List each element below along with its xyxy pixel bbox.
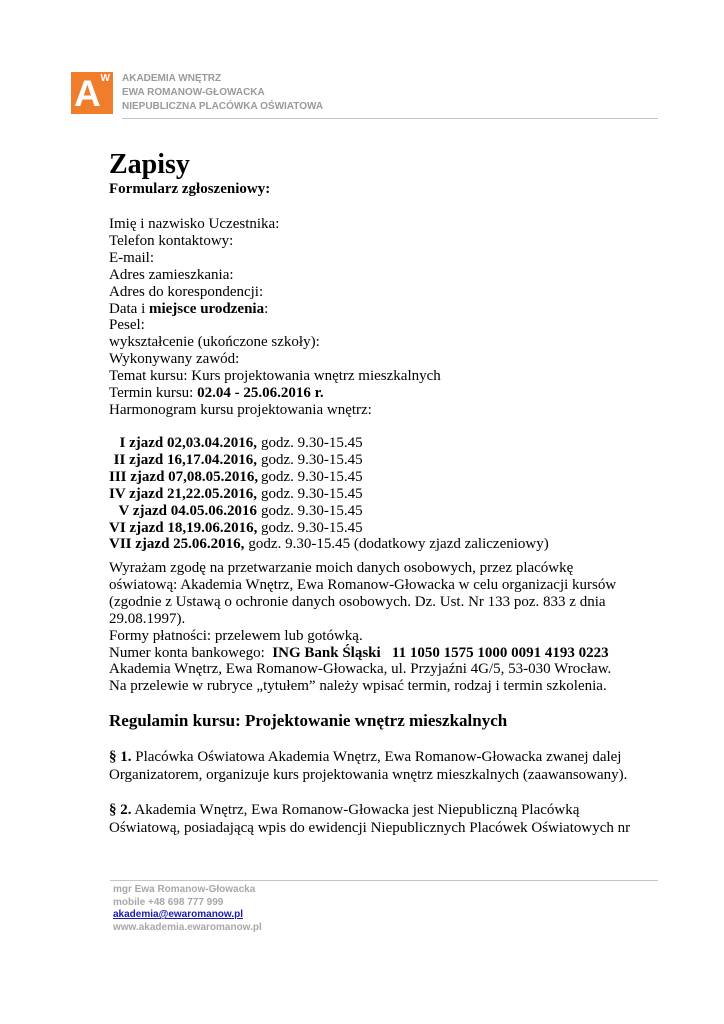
- field-email: E-mail:: [109, 249, 154, 266]
- org-line-2: EWA ROMANOW-GŁOWACKA: [122, 87, 265, 98]
- schedule-zjazd: VI zjazd 18,19.06.2016,: [109, 519, 258, 536]
- org-line-3: NIEPUBLICZNA PLACÓWKA OŚWIATOWA: [122, 101, 324, 112]
- transfer-note: Na przelewie w rubryce „tytułem” należy wpisać termin, rodzaj i termin szkolenia.: [109, 678, 607, 695]
- term-value: 02.04 - 25.06.2016 r.: [197, 385, 324, 402]
- birth-label-a: Data i: [109, 300, 149, 317]
- field-profession: Wykonywany zawód:: [109, 351, 240, 368]
- footer-contact: [113, 884, 262, 934]
- logo-letter: A: [74, 73, 101, 114]
- schedule-row: [109, 435, 629, 452]
- course-topic: Temat kursu: Kurs projektowania wnętrz mieszkalnych: [109, 368, 441, 385]
- schedule-time: godz. 9.30-15.45: [261, 502, 363, 519]
- consent-line-3: (zgodnie z Ustawą o ochronie danych osobowych. Dz. Ust. Nr 133 poz. 833 z dnia: [109, 593, 606, 610]
- schedule-zjazd: III zjazd 07,08.05.2016,: [109, 468, 259, 485]
- schedule-row: [109, 469, 629, 486]
- company-logo: [71, 72, 113, 114]
- p1-line-2: Organizatorem, organizuje kurs projektowania wnętrz mieszkalnych (zaawansowany).: [109, 767, 628, 783]
- schedule-zjazd: I zjazd 02,03.04.2016,: [119, 435, 257, 451]
- schedule-zjazd: II zjazd 16,17.04.2016,: [113, 451, 257, 468]
- consent-line-2: oświatową: Akademia Wnętrz, Ewa Romanow-Głowacka w celu organizacji kursów: [109, 576, 617, 593]
- regulation-paragraph-1: [109, 748, 629, 784]
- schedule-zjazd: V zjazd 04.05.06.2016: [118, 502, 257, 519]
- consent-line-4: 29.08.1997).: [109, 610, 186, 627]
- p2-text-1: Akademia Wnętrz, Ewa Romanow-Głowacka jest Niepubliczną Placówką: [131, 802, 580, 818]
- schedule-zjazd: VII zjazd 25.06.2016,: [109, 536, 245, 553]
- p2-line-2: Oświatową, posiadającą wpis do ewidencji Niepublicznych Placówek Oświatowych nr: [109, 820, 631, 836]
- schedule-row: [109, 452, 629, 469]
- schedule-time: godz. 9.30-15.45 (dodatkowy zjazd zaliczeniowy): [248, 536, 549, 553]
- field-phone: Telefon kontaktowy:: [109, 232, 234, 249]
- schedule-time: godz. 9.30-15.45: [261, 468, 363, 485]
- course-term: [109, 385, 669, 402]
- field-corr-address: Adres do korespondencji:: [109, 283, 264, 300]
- field-name: Imię i nazwisko Uczestnika:: [109, 216, 280, 232]
- footer-divider: [110, 880, 658, 881]
- footer-website[interactable]: www.akademia.ewaromanow.pl: [113, 921, 262, 933]
- regulation-paragraph-2: [109, 801, 629, 837]
- bank-account: [109, 645, 619, 662]
- schedule-row: [109, 486, 629, 503]
- schedule-row: [109, 520, 629, 537]
- schedule-time: godz. 9.30-15.45: [261, 451, 363, 468]
- schedule-row: [109, 503, 629, 520]
- registration-form-fields: [109, 216, 669, 419]
- footer-name: mgr Ewa Romanow-Głowacka: [113, 884, 256, 895]
- p2-mark: § 2.: [109, 802, 132, 818]
- logo-superscript: W: [100, 73, 110, 84]
- field-pesel: Pesel:: [109, 317, 145, 334]
- p1-mark: § 1.: [109, 749, 132, 765]
- account-label: Numer konta bankowego:: [109, 644, 273, 661]
- account-holder: Akademia Wnętrz, Ewa Romanow-Głowacka, ul. Przyjaźni 4G/5, 53-030 Wrocław.: [109, 661, 612, 678]
- course-schedule: [109, 435, 629, 553]
- birth-label-b: miejsce urodzenia: [148, 300, 265, 317]
- form-subtitle: Formularz zgłoszeniowy:: [109, 181, 271, 197]
- birth-label-c: :: [264, 300, 269, 317]
- account-value: ING Bank Śląski 11 1050 1575 1000 0091 4193 0223: [272, 644, 609, 661]
- field-address: Adres zamieszkania:: [109, 266, 234, 283]
- schedule-time: godz. 9.30-15.45: [261, 485, 363, 502]
- p2-line-1: [109, 801, 629, 819]
- consent-and-payment: [109, 560, 619, 695]
- schedule-row: [109, 536, 629, 553]
- schedule-label: Harmonogram kursu projektowania wnętrz:: [109, 401, 372, 418]
- consent-line-1: Wyrażam zgodę na przetwarzanie moich danych osobowych, przez placówkę: [109, 560, 574, 576]
- field-education: wykształcenie (ukończone szkoły):: [109, 334, 320, 351]
- field-birth: [109, 301, 669, 318]
- p1-text-1: Placówka Oświatowa Akademia Wnętrz, Ewa Romanow-Głowacka zwanej dalej: [131, 749, 622, 765]
- schedule-time: godz. 9.30-15.45: [261, 435, 363, 451]
- footer-mobile: mobile +48 698 777 999: [113, 896, 224, 908]
- page-title: Zapisy: [109, 149, 190, 180]
- term-label: Termin kursu:: [109, 385, 198, 402]
- org-line-1: AKADEMIA WNĘTRZ: [122, 73, 222, 84]
- payment-methods: Formy płatności: przelewem lub gotówką.: [109, 627, 363, 644]
- footer-email-link[interactable]: akademia@ewaromanow.pl: [113, 909, 243, 920]
- regulations-title: Regulamin kursu: Projektowanie wnętrz mieszkalnych: [109, 711, 508, 730]
- schedule-time: godz. 9.30-15.45: [261, 519, 363, 536]
- p1-line-1: [109, 748, 629, 766]
- schedule-zjazd: IV zjazd 21,22.05.2016,: [109, 485, 258, 502]
- organization-name: [122, 72, 323, 114]
- header-divider: [122, 118, 658, 119]
